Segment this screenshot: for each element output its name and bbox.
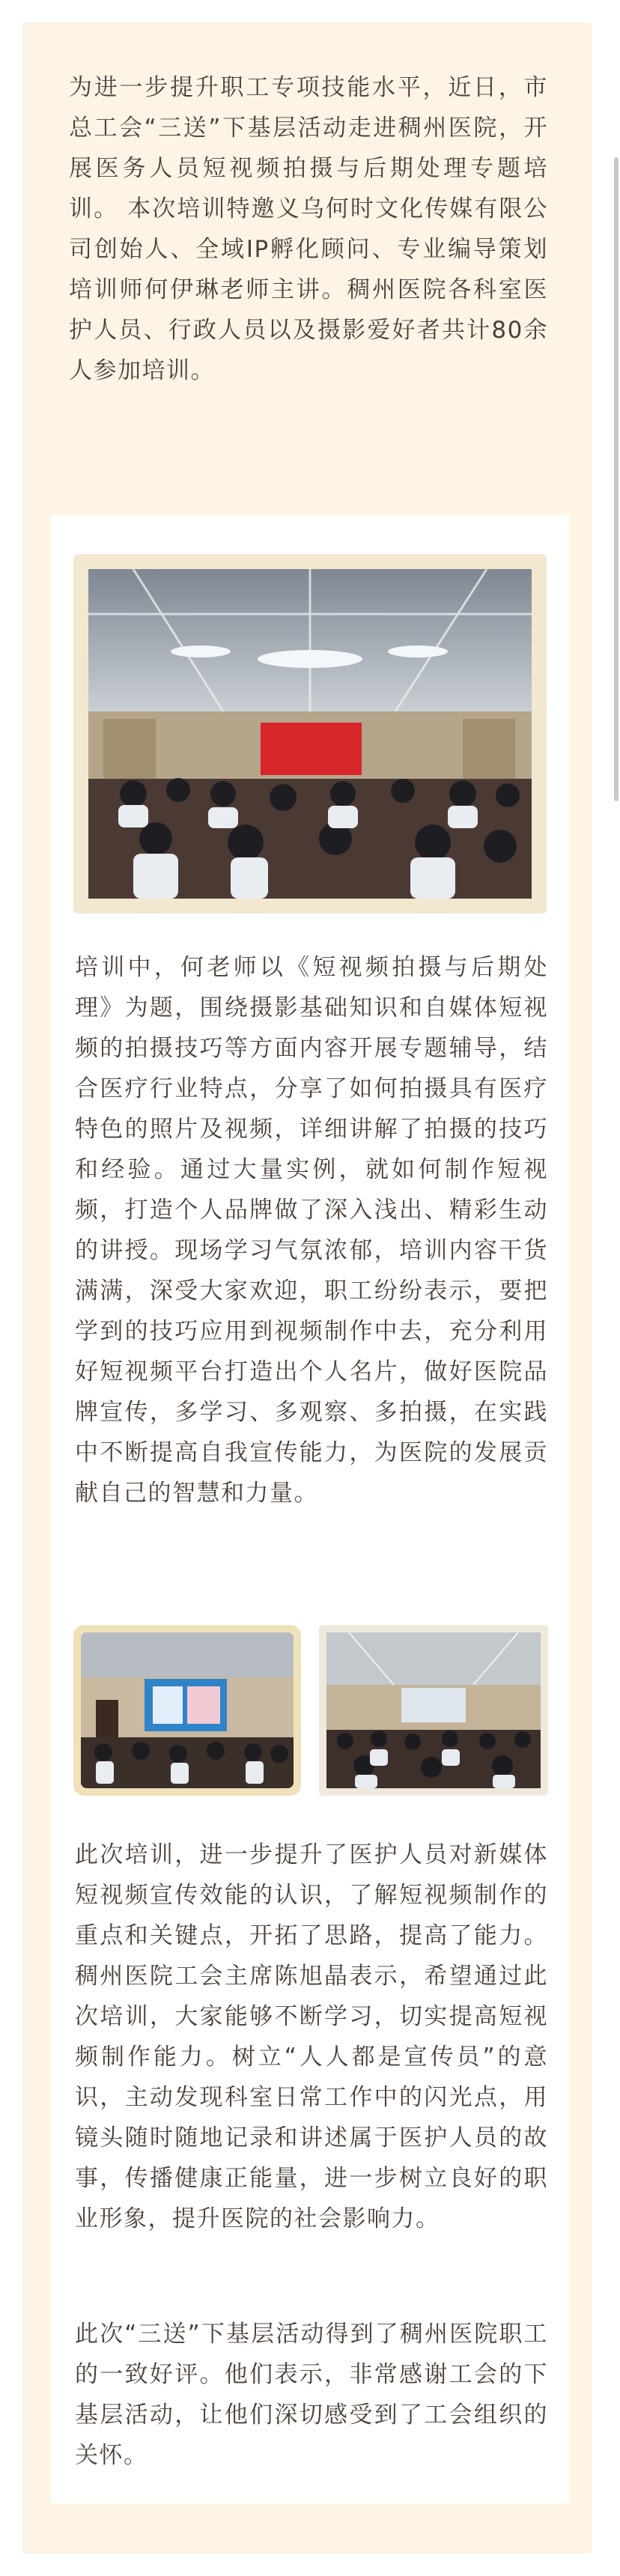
audience-photo — [326, 1632, 541, 1788]
scrollbar[interactable] — [614, 157, 619, 801]
training-paragraph: 培训中，何老师以《短视频拍摄与后期处理》为题，围绕摄影基础知识和自媒体短视频的拍摄技巧等方面内容开展专题辅导，结合医疗行业特点，分享了如何拍摄具有医疗特色的照片及视频，详细讲解了拍摄的技巧和经验。通过大量实例，就如何制作短视频，打造个人品牌做了深入浅出、精彩生动的讲授。现场学习气氛浓郁，培训内容干货满满，深受大家欢迎，职工纷纷表示，要把学到的技巧应用到视频制作中去，充分利用好短视频平台打造出个人名片，做好医院品牌宣传，多学习、多观察、多拍摄，在实践中不断提高自我宣传能力，为医院的发展贡献自己的智慧和力量。 — [75, 954, 548, 1507]
closing-paragraph: 此次“三送”下基层活动得到了稠州医院职工的一致好评。他们表示，非常感谢工会的下基层活动，让他们深切感受到了工会组织的关怀。 — [75, 2321, 548, 2469]
training-hall-photo — [88, 569, 532, 899]
outcome-paragraph: 此次培训，进一步提升了医护人员对新媒体短视频宣传效能的认识，了解短视频制作的重点和关键点，开拓了思路，提高了能力。稠州医院工会主席陈旭晶表示，希望通过此次培训，大家能够不断学习，切实提高短视频制作能力。树立“人人都是宣传员”的意识，主动发现科室日常工作中的闪光点，用镜头随时随地记录和讲述属于医护人员的故事，传播健康正能量，进一步树立良好的职业形象，提升医院的社会影响力。 — [75, 1841, 548, 2232]
lecture-photo — [81, 1632, 294, 1788]
intro-paragraph: 为进一步提升职工专项技能水平，近日，市总工会“三送”下基层活动走进稠州医院，开展医务人员短视频拍摄与后期处理专题培训。 本次培训特邀义乌何时文化传媒有限公司创始人、全域IP孵化顾问、专业编导策划培训师何伊琳老师主讲。稠州医院各科室医护人员、行政人员以及摄影爱好者共计80余人参加培训。 — [69, 74, 548, 384]
